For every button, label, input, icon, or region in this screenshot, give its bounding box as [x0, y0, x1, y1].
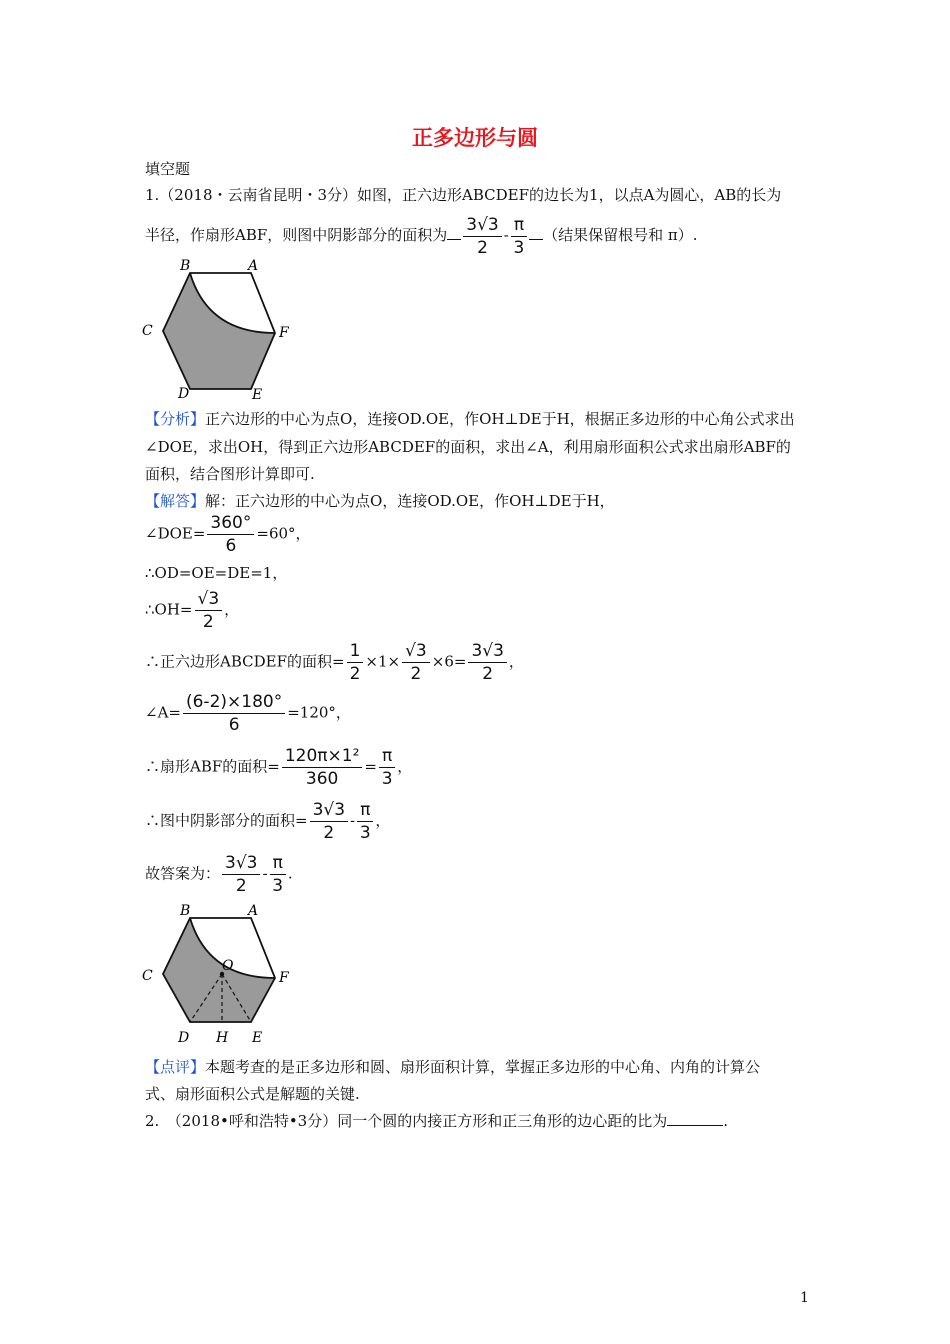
label-e: E: [252, 387, 263, 403]
comment-line2: 式、扇形面积公式是解题的关键.: [145, 1085, 360, 1103]
q1-line2: [145, 212, 697, 259]
q1-answer-frac1: $\frac{3√3}{2}$: [463, 214, 501, 259]
label-o: O: [222, 958, 234, 974]
analysis-line1: 【分析】正六边形的中心为点O，连接OD.OE，作OH⊥DE于H，根据正多边形的中心角公式求出: [145, 410, 795, 428]
solution-step-oh: ∴OH= $\frac{√3}{2}$ ，: [145, 589, 240, 632]
solution-line1: 【解答】解：正六边形的中心为点O，连接OD.OE，作OH⊥DE于H，: [145, 492, 615, 510]
label-h: H: [216, 1030, 229, 1046]
comment-line1: 【点评】本题考查的是正多边形和圆、扇形面积计算，掌握正多边形的中心角、内角的计算公: [145, 1058, 761, 1076]
label-f: F: [279, 970, 289, 986]
label-c: C: [142, 323, 153, 339]
hexagon-figure-2: [138, 900, 298, 1050]
solution-step-shaded-area: ∴图中阴影部分的面积= $\frac{3√3}{2}$ - $\frac{\pi}{3}$ ，: [145, 800, 391, 843]
q1-note: （结果保留根号和 π）.: [543, 226, 698, 244]
label-d: D: [178, 1030, 190, 1046]
solution-step-sector-area: ∴扇形ABF的面积= $\frac{\text{120π×1²}}{360}$ = $\frac{\pi}{3}$ ，: [145, 746, 413, 789]
solution-step-hex-area: ∴正六边形ABCDEF的面积= $\frac{1}{2}$ ×1× $\frac{√3}{2}$ ×6= $\frac{3√3}{2}$ ，: [145, 641, 524, 684]
label-e: E: [252, 1030, 263, 1046]
q1-line1: 1.（2018・云南省昆明・3分）如图，正六边形ABCDEF的边长为1，以点A为圆心，AB的长为: [145, 186, 782, 204]
q2-text: 2. （2018•呼和浩特•3分）同一个圆的内接正方形和正三角形的边心距的比为 .: [145, 1112, 729, 1130]
label-a: A: [248, 903, 259, 919]
hexagon-figure-1: [138, 255, 298, 403]
analysis-line3: 面积，结合图形计算即可.: [145, 465, 315, 483]
analysis-line2: ∠DOE，求出OH，得到正六边形ABCDEF的面积，求出∠A，利用扇形面积公式求出扇形ABF的: [145, 438, 791, 456]
solution-final-answer: 故答案为： $\frac{3√3}{2}$ - $\frac{\pi}{3}$ .: [145, 853, 293, 896]
section-heading: 填空题: [145, 160, 191, 178]
label-a: A: [248, 258, 259, 274]
label-c: C: [142, 968, 153, 984]
page-number: 1: [800, 1290, 809, 1306]
label-d: D: [178, 386, 190, 402]
page-title: 正多边形与圆: [412, 126, 538, 150]
label-b: B: [180, 903, 191, 919]
label-f: F: [279, 325, 289, 341]
label-b: B: [180, 258, 191, 274]
solution-step-od: ∴OD=OE=DE=1，: [145, 564, 288, 582]
q1-stem: 半径，作扇形ABF，则图中阴影部分的面积为: [145, 226, 448, 244]
minus: -: [503, 226, 509, 244]
q1-answer-frac2: $\frac{\pi}{3}$: [511, 214, 527, 259]
solution-step-angle-doe: ∠DOE= $\frac{360^\circ}{6}$ =60°，: [145, 513, 311, 556]
solution-step-angle-a: ∠A= $\frac{(6-2)\times 180^\circ}{6}$ =120°，: [145, 692, 351, 735]
